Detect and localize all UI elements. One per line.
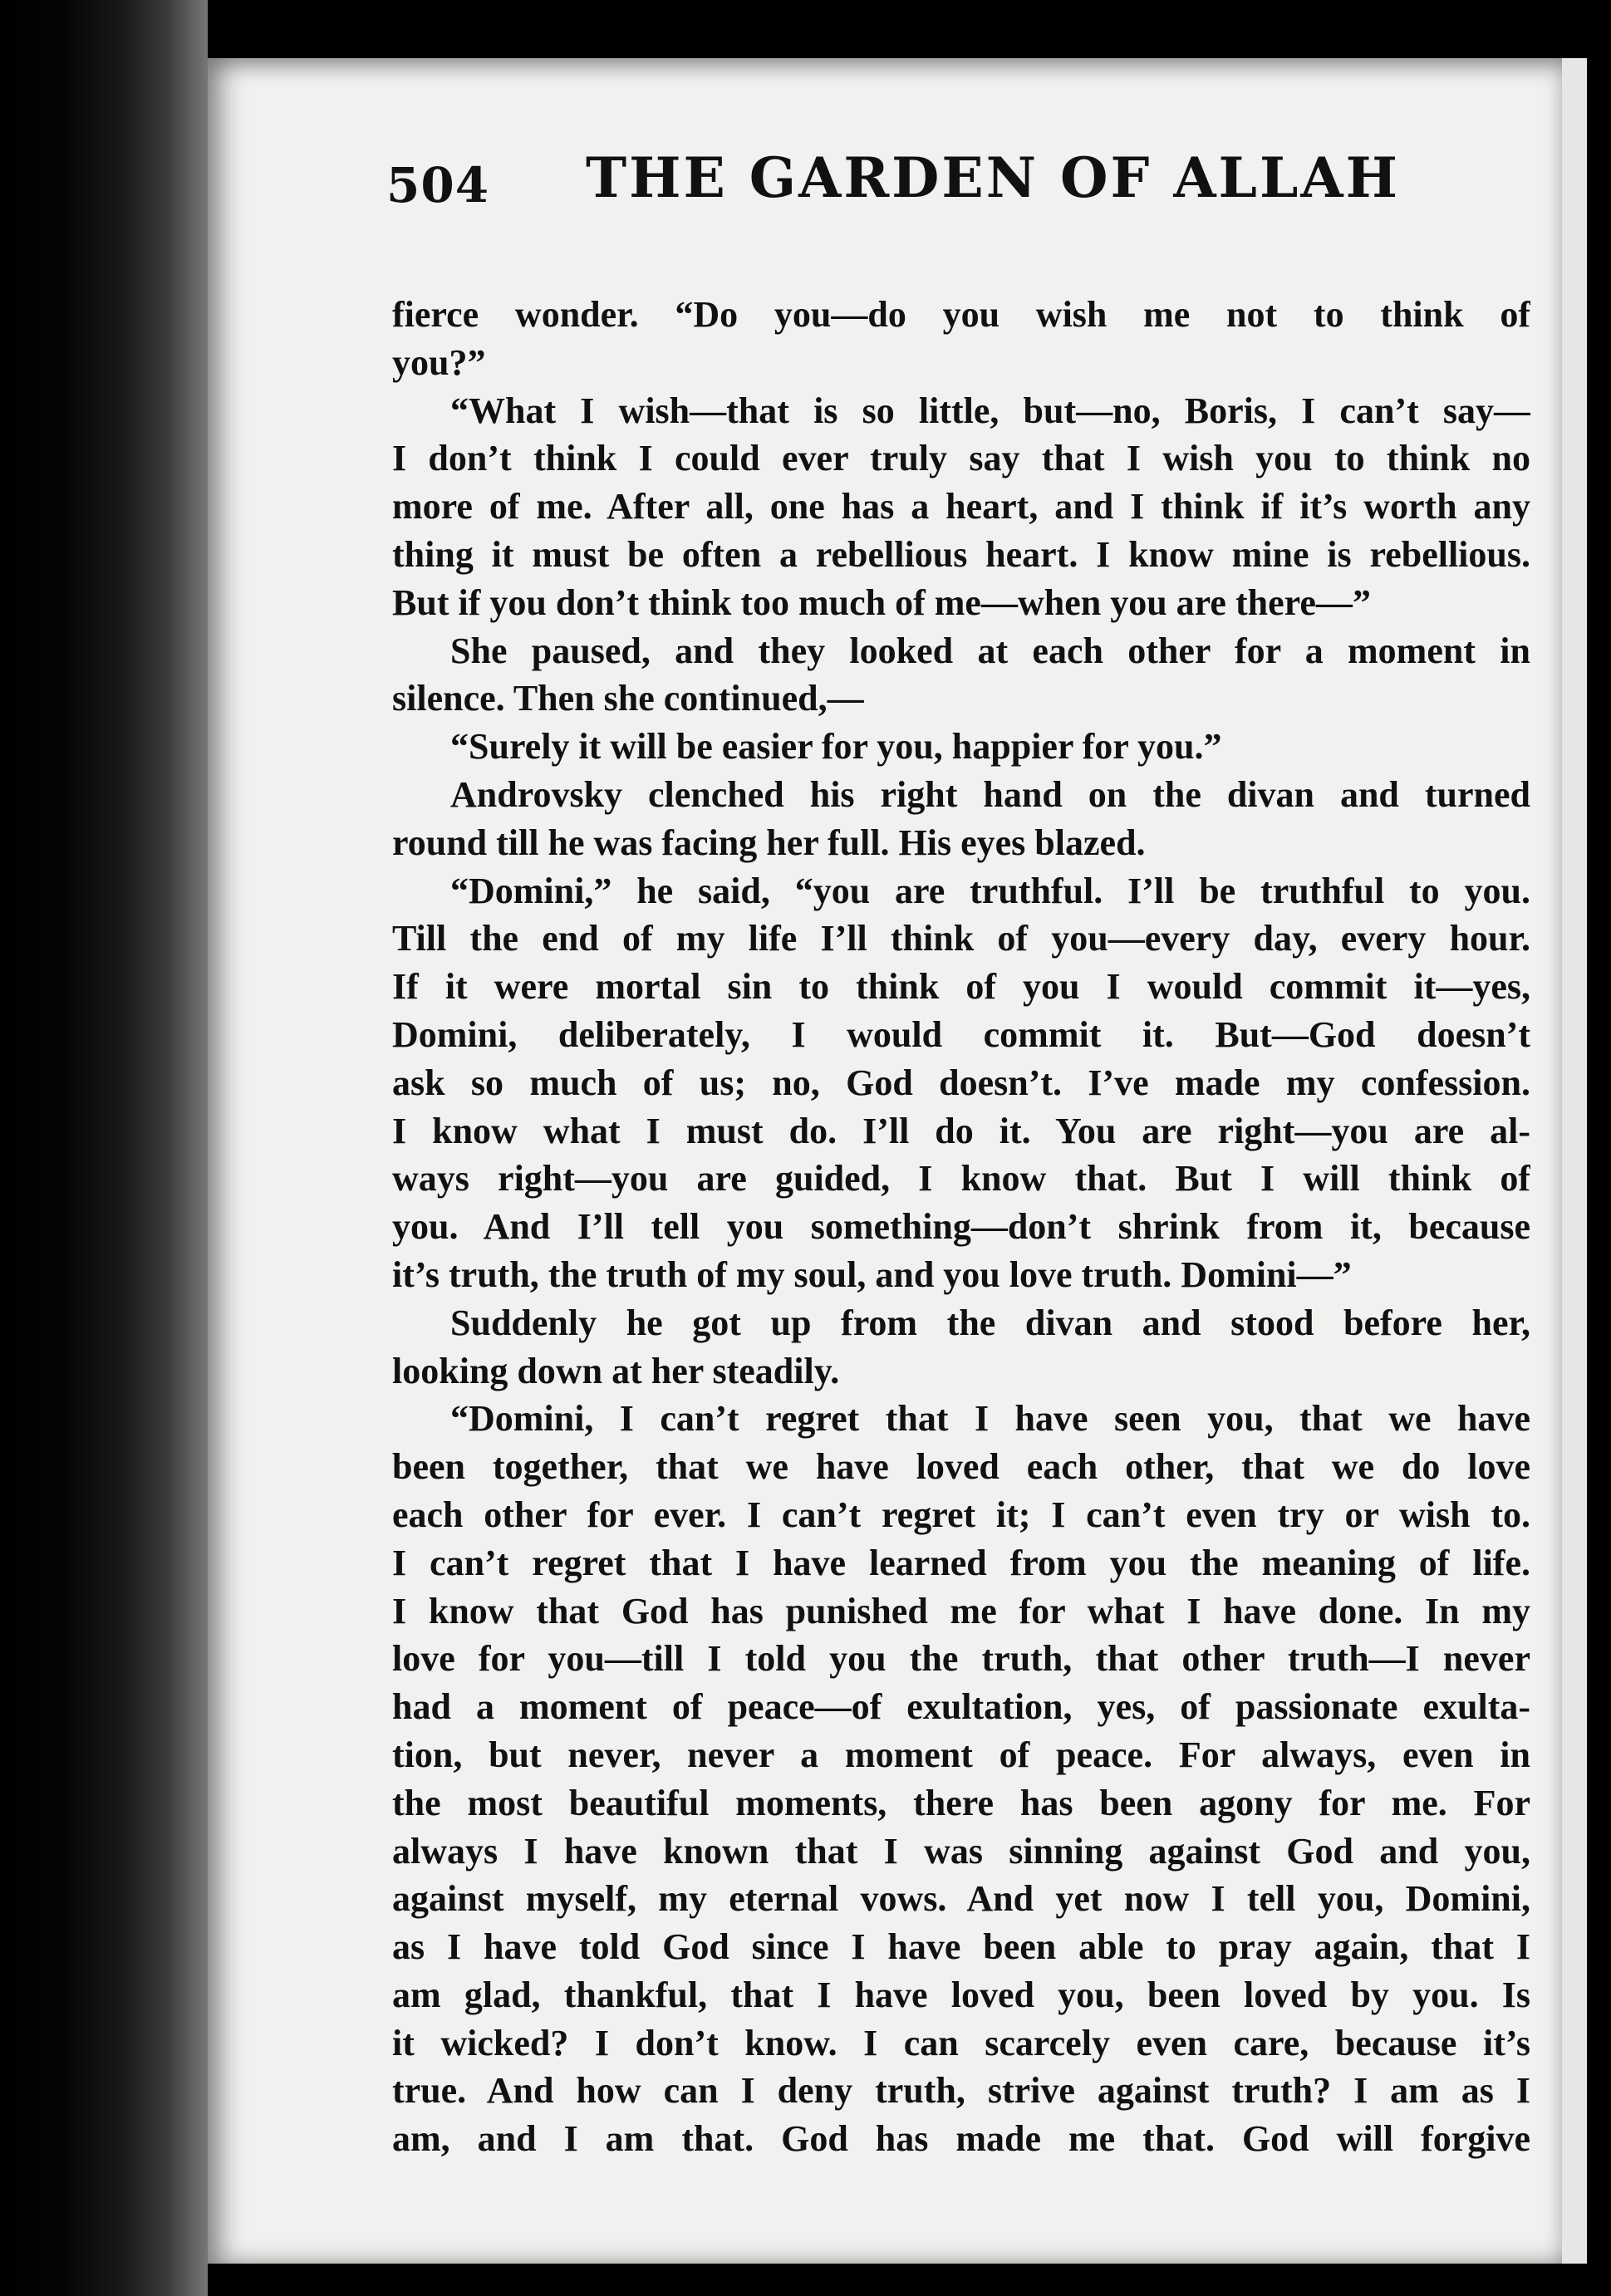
page-number: 504 <box>386 157 490 213</box>
body-text <box>392 291 1530 2163</box>
text-line: I can’t regret that I have learned from you the meaning of life. <box>392 1542 1530 1583</box>
text-line: Suddenly he got up from the divan and stood before her, <box>450 1302 1530 1343</box>
text-line: “Domini,” he said, “you are truthful. I’ll be truthful to you. <box>450 870 1530 911</box>
text-line: love for you—till I told you the truth, that other truth—I never <box>392 1638 1530 1680</box>
text-line: Androvsky clenched his right hand on the divan and turned <box>450 773 1530 815</box>
text-line: it wicked? I don’t know. I can scarcely even care, because it’s <box>392 2022 1530 2063</box>
text-line: more of me. After all, one has a heart, and I think if it’s worth any <box>392 486 1530 527</box>
text-line: ask so much of us; no, God doesn’t. I’ve made my confession. <box>392 1062 1530 1103</box>
text-line: the most beautiful moments, there has been agony for me. For <box>392 1782 1530 1823</box>
text-line: always I have known that I was sinning against God and you, <box>392 1830 1530 1872</box>
text-line: against myself, my eternal vows. And yet now I tell you, Domini, <box>392 1878 1530 1920</box>
text-line: you?” <box>392 341 486 383</box>
text-line: am glad, thankful, that I have loved you, been loved by you. Is <box>392 1974 1530 2015</box>
text-line: as I have told God since I have been able to pray again, that I <box>392 1926 1530 1968</box>
text-line: If it were mortal sin to think of you I would commit it—yes, <box>392 966 1530 1008</box>
text-line: true. And how can I deny truth, strive against truth? I am as I <box>392 2070 1530 2112</box>
book-binding-shadow <box>0 0 208 2296</box>
text-line: I know that God has punished me for what I have done. In my <box>392 1590 1530 1631</box>
text-line: ways right—you are guided, I know that. But I will think of <box>392 1158 1530 1200</box>
text-line: thing it must be often a rebellious heart. I know mine is rebellious. <box>392 533 1530 575</box>
text-line: fierce wonder. “Do you—do you wish me not to think of <box>392 294 1530 335</box>
text-line: But if you don’t think too much of me—when you are there—” <box>392 581 1371 623</box>
text-line: been together, that we have loved each other, that we do love <box>392 1446 1530 1488</box>
text-line: I know what I must do. I’ll do it. You are right—you are al- <box>392 1110 1530 1151</box>
text-line: each other for ever. I can’t regret it; I can’t even try or wish to. <box>392 1494 1530 1535</box>
text-line: you. And I’ll tell you something—don’t shrink from it, because <box>392 1206 1530 1248</box>
text-line: am, and I am that. God has made me that. God will forgive <box>392 2118 1530 2160</box>
text-line: had a moment of peace—of exultation, yes, of passionate exulta- <box>392 1686 1530 1728</box>
text-line: “What I wish—that is so little, but—no, Boris, I can’t say— <box>450 390 1530 431</box>
text-line: “Surely it will be easier for you, happier for you.” <box>450 726 1222 768</box>
book-page <box>208 58 1587 2264</box>
text-line: it’s truth, the truth of my soul, and you love truth. Domini—” <box>392 1253 1352 1295</box>
text-line: I don’t think I could ever truly say that I wish you to think no <box>392 438 1530 479</box>
text-line: looking down at her steadily. <box>392 1350 840 1391</box>
text-line: Domini, deliberately, I would commit it. But—God doesn’t <box>392 1013 1530 1055</box>
text-line: silence. Then she continued,— <box>392 678 864 719</box>
text-line: round till he was facing her full. His eyes blazed. <box>392 822 1146 863</box>
text-line: tion, but never, never a moment of peace. For always, even in <box>392 1734 1530 1775</box>
text-line: Till the end of my life I’ll think of you—every day, every hour. <box>392 918 1530 959</box>
text-line: “Domini, I can’t regret that I have seen you, that we have <box>450 1398 1530 1440</box>
page-header <box>386 145 1550 228</box>
text-line: She paused, and they looked at each other for a moment in <box>450 630 1530 671</box>
running-title: THE GARDEN OF ALLAH <box>586 145 1400 210</box>
